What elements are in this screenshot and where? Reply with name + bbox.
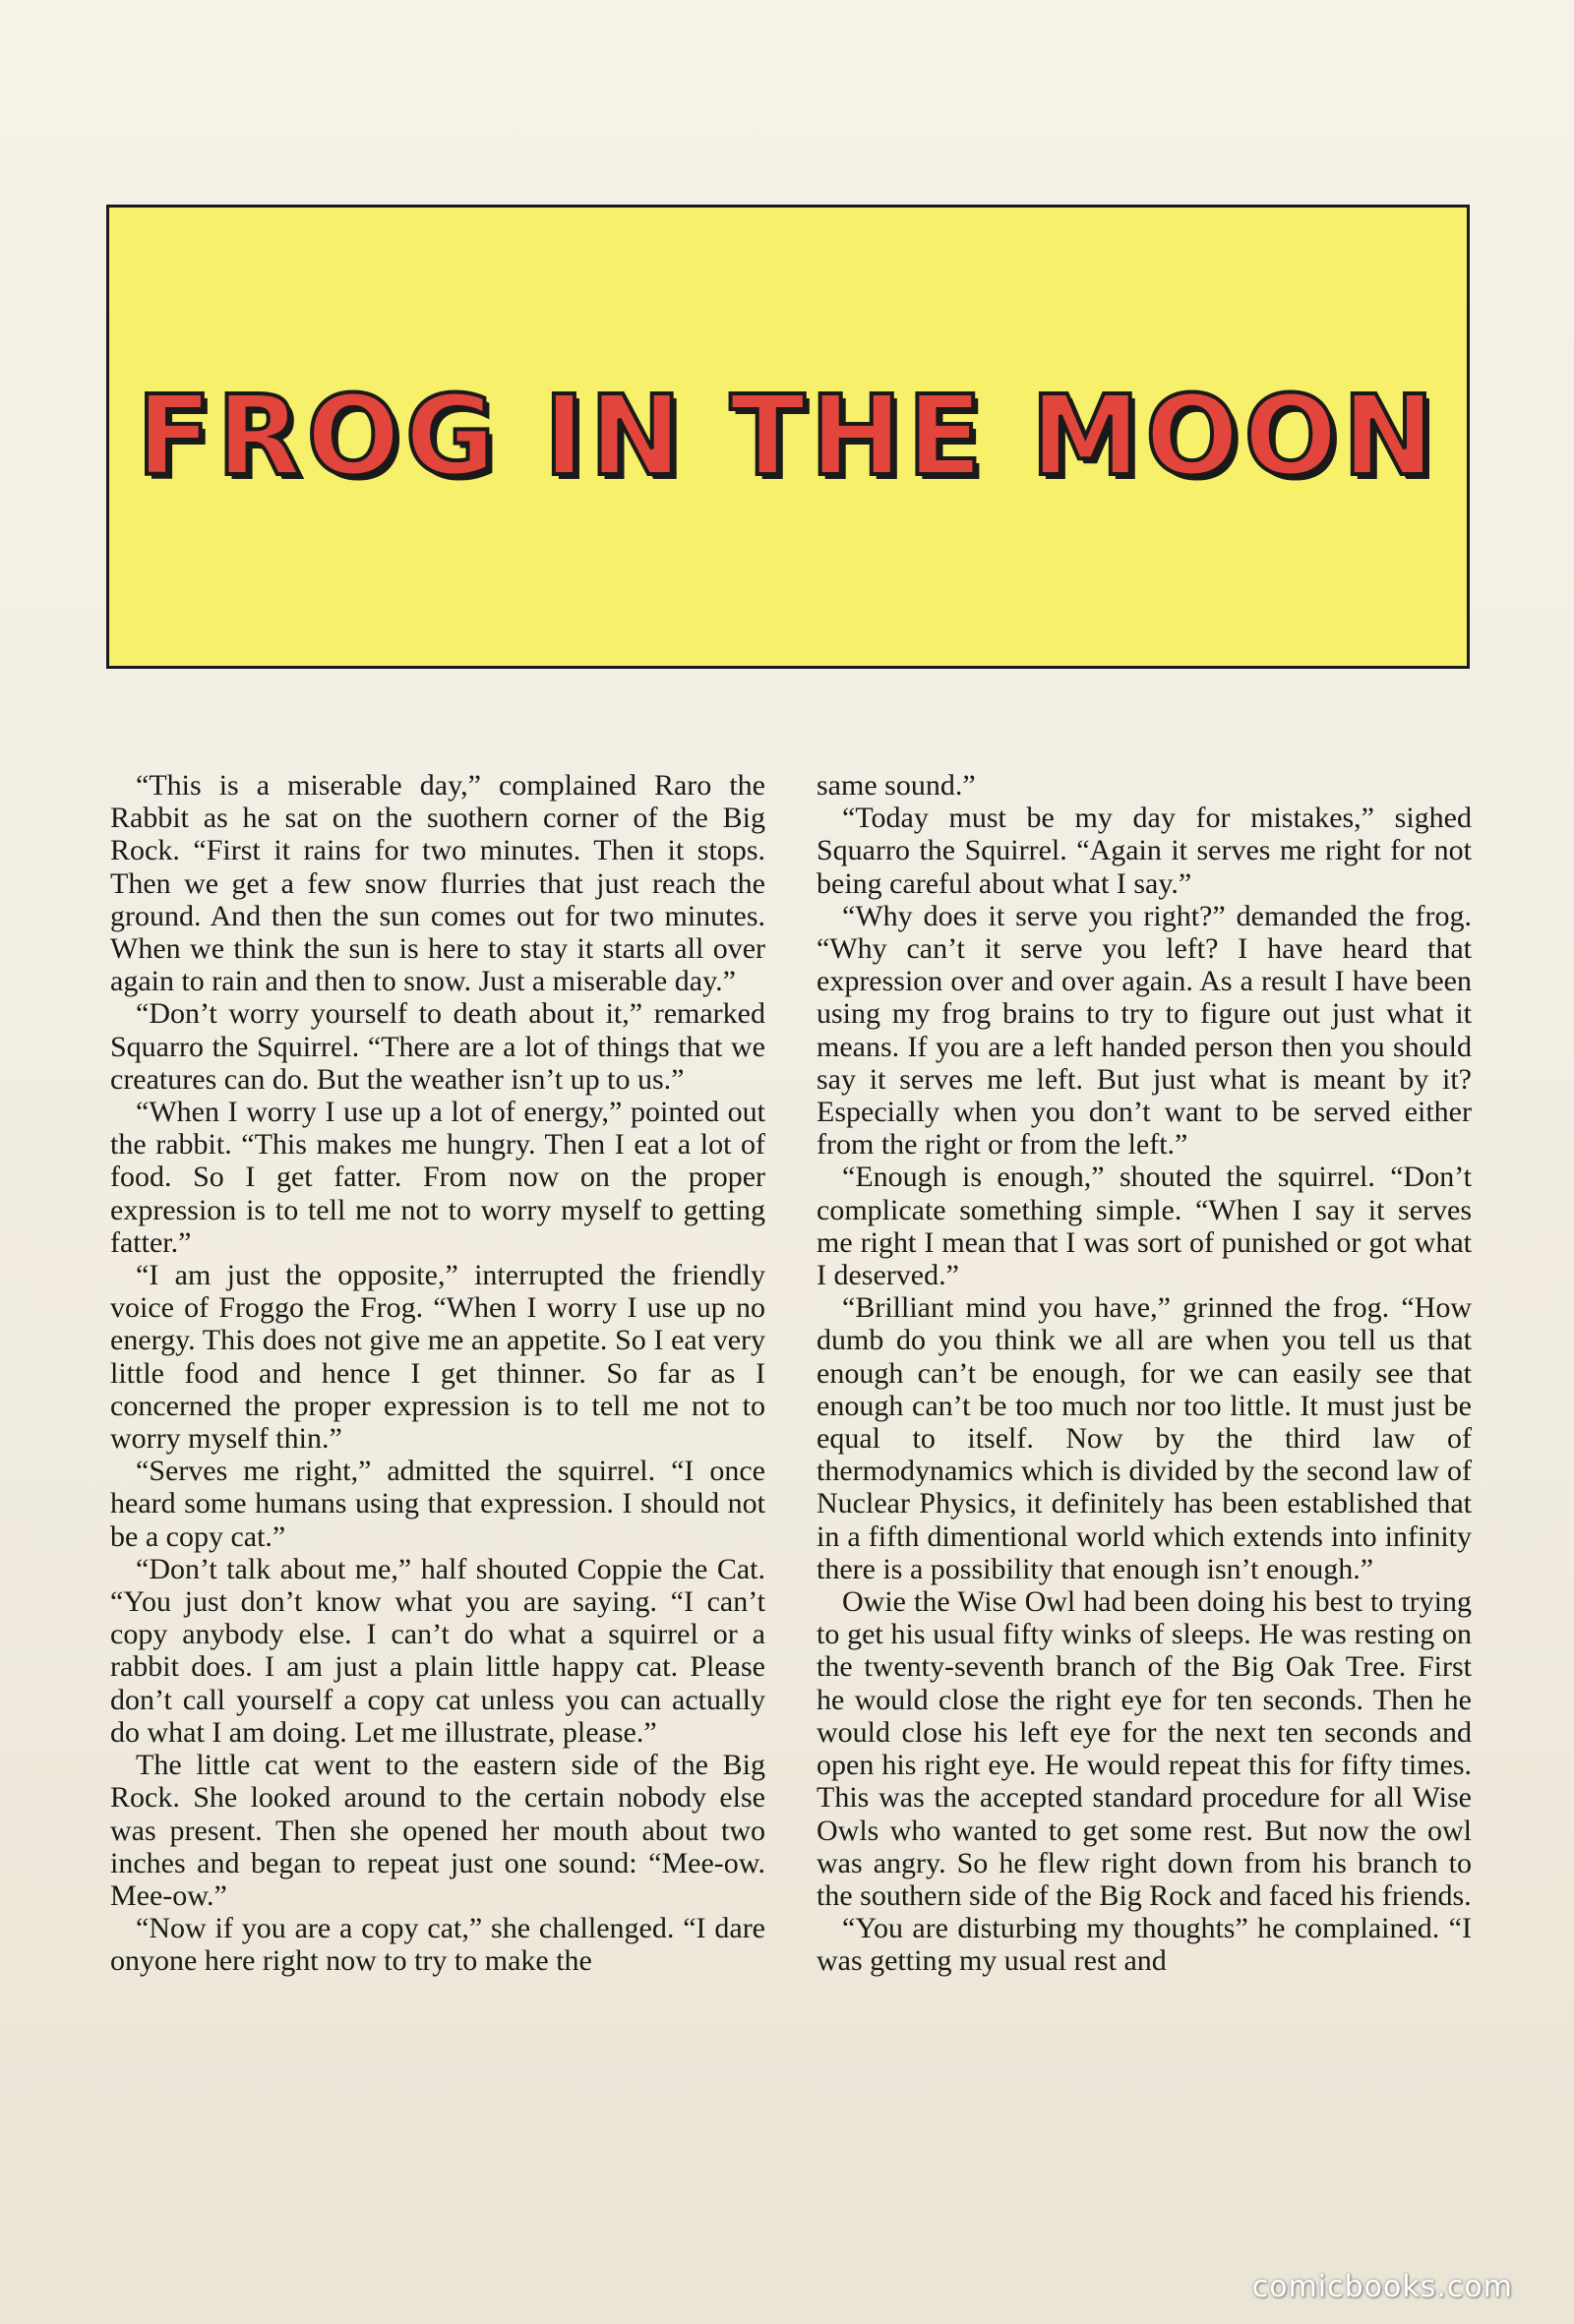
paragraph-continuation: same sound.” <box>817 769 976 802</box>
paragraph: “I am just the opposite,” interrupted the friendly voice of Froggo the Frog. “When I worry I use up no energy. This does not give me an appetite. So I eat very little food and hence I get thinner. So far as I concerned the proper expression is to tell me not to worry myself thin.” <box>110 1259 765 1456</box>
paragraph: “Don’t worry yourself to death about it,” remarked Squarro the Squirrel. “There are a lot of things that we creatures can do. But the weather isn’t up to us.” <box>110 997 765 1096</box>
paragraph: Owie the Wise Owl had been doing his best to trying to get his usual fifty winks of sleeps. He was resting on the twenty-seventh branch of the Big Oak Tree. First he would close the right eye for ten seconds. Then he would close his left eye for the next ten seconds and open his right eye. He would repeat this for fifty times. This was the accepted standard procedure for all Wise Owls who wanted to get some rest. But now the owl was angry. So he flew right down from his branch to the southern side of the Big Rock and faced his friends. <box>817 1585 1472 1912</box>
right-text-column <box>817 769 1472 1978</box>
paragraph: “Why does it serve you right?” demanded the frog. “Why can’t it serve you left? I have heard that expression over and over again. As a result I have been using my frog brains to try to figure out just what it means. If you are a left handed person then you should say it serves me left. But just what is meant by it? Especially when you don’t want to be served either from the right or from the left.” <box>817 899 1472 1162</box>
paragraph: “This is a miserable day,” complained Raro the Rabbit as he sat on the suothern corner of the Big Rock. “First it rains for two minutes. Then it stops. Then we get a few snow flurries that just reach the ground. And then the sun comes out for two minutes. When we think the sun is here to stay it starts all over again to rain and then to snow. Just a miserable day.” <box>110 769 765 998</box>
paragraph: “When I worry I use up a lot of energy,” pointed out the rabbit. “This makes me hungry. Then I eat a lot of food. So I get fatter. From now on the proper expression is to tell me not to worry myself to getting fatter.” <box>110 1096 765 1259</box>
paragraph: “Today must be my day for mistakes,” sighed Squarro the Squirrel. “Again it serves me right for not being careful about what I say.” <box>817 802 1472 900</box>
paragraph: “Don’t talk about me,” half shouted Coppie the Cat. “You just don’t know what you are saying. “I can’t copy anybody else. I can’t do what a squirrel or a rabbit does. I am just a plain little happy cat. Please don’t call yourself a copy cat unless you can actually do what I am doing. Let me illustrate, please.” <box>110 1552 765 1749</box>
title-panel <box>106 205 1470 669</box>
paragraph: “Serves me right,” admitted the squirrel. “I once heard some humans using that expression. I should not be a copy cat.” <box>110 1455 765 1553</box>
paragraph: “Now if you are a copy cat,” she challenged. “I dare onyone here right now to try to make the <box>110 1912 765 1978</box>
paragraph: “Brilliant mind you have,” grinned the frog. “How dumb do you think we all are when you tell us that enough can’t be enough, for we can easily see that enough can’t be too much nor too little. It must just be equal to itself. Now by the third law of thermodynamics which is divided by the second law of Nuclear Physics, it definitely has been established that in a fifth dimentional world which extends into infinity there is a possibility that enough isn’t enough.” <box>817 1291 1472 1585</box>
paragraph: “Enough is enough,” shouted the squirrel. “Don’t complicate something simple. “When I say it serves me right I mean that I was sort of punished or got what I deserved.” <box>817 1161 1472 1292</box>
source-watermark: comicbooks.com <box>1251 2270 1513 2304</box>
paragraph: The little cat went to the eastern side of the Big Rock. She looked around to the certain nobody else was present. Then she opened her mouth about two inches and began to repeat just one sound: “Mee-ow. Mee-ow.” <box>110 1749 765 1912</box>
left-text-column <box>110 769 765 1978</box>
story-title: FROG IN THE MOON <box>136 373 1440 501</box>
paragraph: “You are disturbing my thoughts” he complained. “I was getting my usual rest and <box>817 1912 1472 1978</box>
